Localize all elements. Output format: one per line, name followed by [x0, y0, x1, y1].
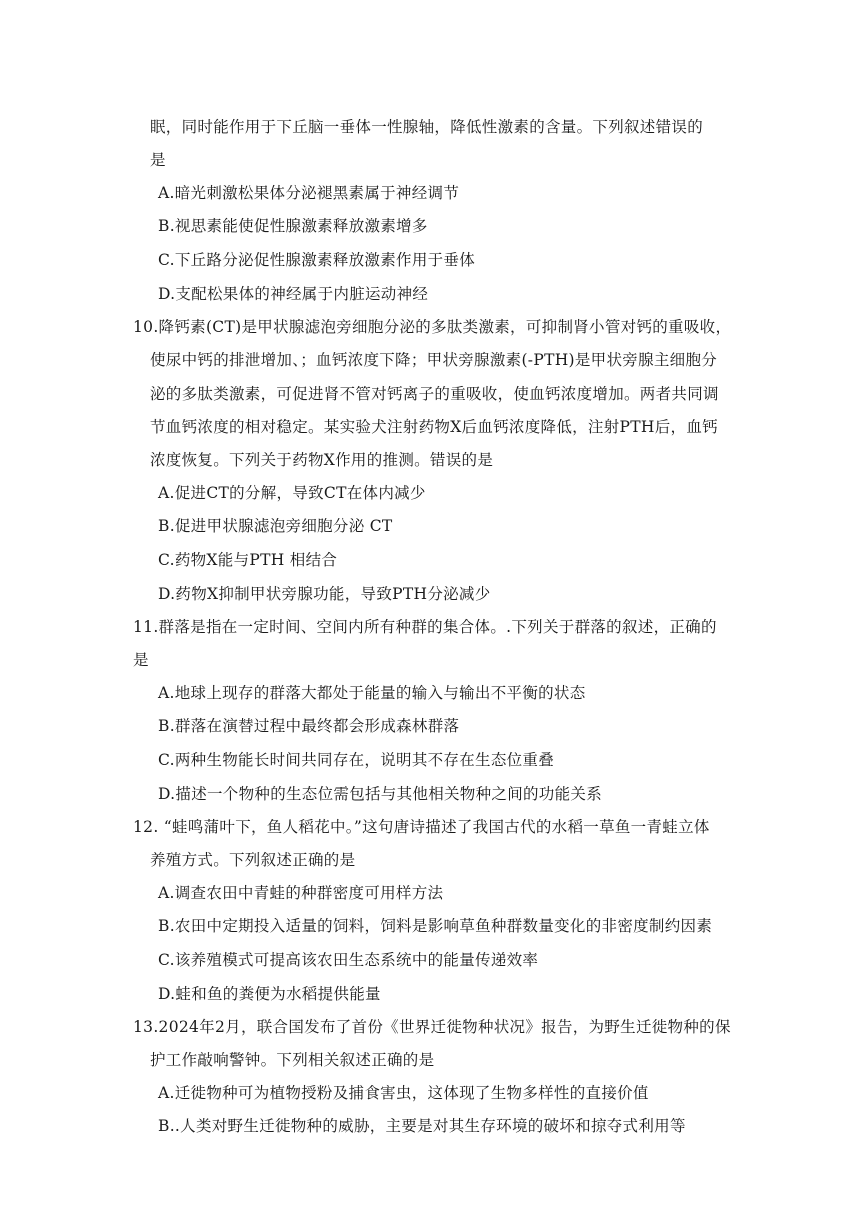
q13-stem-line-2: 护工作敲响警钟。下列相关叙述正确的是 — [150, 1051, 435, 1069]
q11-option-d: D.描述一个物种的生态位需包括与其他相关物种之间的功能关系 — [158, 785, 603, 803]
q10-option-d: D.药物X抑制甲状旁腺功能，导致PTH分泌减少 — [158, 585, 491, 603]
q10-option-b: B.促进甲状腺滤泡旁细胞分泌 CT — [158, 517, 393, 535]
q11-option-b: B.群落在演替过程中最终都会形成森林群落 — [158, 717, 460, 735]
q9-option-c: C.下丘路分泌促性腺激素释放激素作用于垂体 — [158, 251, 476, 269]
q9-stem-line-2: 是 — [150, 151, 166, 169]
q13-option-a: A.迁徙物种可为植物授粉及捕食害虫，这体现了生物多样性的直接价值 — [158, 1084, 649, 1102]
q12-option-a: A.调查农田中青蛙的种群密度可用样方法 — [158, 884, 444, 902]
q10-stem-line-5: 浓度恢复。下列关于药物X作用的推测。错误的是 — [150, 451, 494, 469]
q13-stem-line-1: 13.2024年2月，联合国发布了首份《世界迁徙物种状况》报告，为野生迁徙物种的保 — [133, 1018, 731, 1036]
q10-option-c: C.药物X能与PTH 相结合 — [158, 551, 338, 569]
q13-option-b: B..人类对野生迁徙物种的威胁，主要是对其生存环境的破坏和掠夺式利用等 — [158, 1117, 686, 1135]
q9-option-a: A.暗光刺激松果体分泌褪黑素属于神经调节 — [158, 184, 460, 202]
q12-option-b: B.农田中定期投入适量的饲料，饲料是影响草鱼种群数量变化的非密度制约因素 — [158, 917, 713, 935]
q12-stem-line-1: 12. “蛙鸣蒲叶下，鱼人稻花中。”这句唐诗描述了我国古代的水稻一草鱼一青蛙立体 — [133, 818, 710, 836]
q11-stem-line-2: 是 — [133, 651, 149, 669]
q11-stem-line-1: 11.群落是指在一定时间、空间内所有种群的集合体。.下列关于群落的叙述，正确的 — [133, 618, 717, 636]
q12-stem-line-2: 养殖方式。下列叙述正确的是 — [150, 851, 356, 869]
q10-stem-line-2: 使尿中钙的排泄增加、；血钙浓度下降；甲状旁腺激素(-PTH)是甲状旁腺主细胞分 — [150, 351, 718, 369]
q9-option-b: B.视思素能使促性腺激素释放激素增多 — [158, 217, 428, 235]
q12-option-d: D.蛙和鱼的粪便为水稻提供能量 — [158, 985, 381, 1003]
q9-option-d: D.支配松果体的神经属于内脏运动神经 — [158, 285, 429, 303]
q9-stem-line-1: 眠，同时能作用于下丘脑一垂体一性腺轴，降低性激素的含量。下列叙述错误的 — [150, 118, 704, 136]
q10-stem-line-4: 节血钙浓度的相对稳定。某实验犬注射药物X后血钙浓度降低，注射PTH后，血钙 — [150, 418, 718, 436]
q10-stem-line-1: 10.降钙素(CT)是甲状腺滤泡旁细胞分泌的多肽类激素，可抑制肾小管对钙的重吸收， — [133, 318, 732, 336]
q11-option-c: C.两种生物能长时间共同存在，说明其不存在生态位重叠 — [158, 751, 555, 769]
q10-option-a: A.促进CT的分解，导致CT在体内减少 — [158, 484, 426, 502]
q11-option-a: A.地球上现存的群落大都处于能量的输入与输出不平衡的状态 — [158, 684, 586, 702]
q12-option-c: C.该养殖模式可提高该农田生态系统中的能量传递效率 — [158, 951, 539, 969]
q10-stem-line-3: 泌的多肽类激素，可促进肾不管对钙离子的重吸收，使血钙浓度增加。两者共同调 — [150, 385, 719, 403]
